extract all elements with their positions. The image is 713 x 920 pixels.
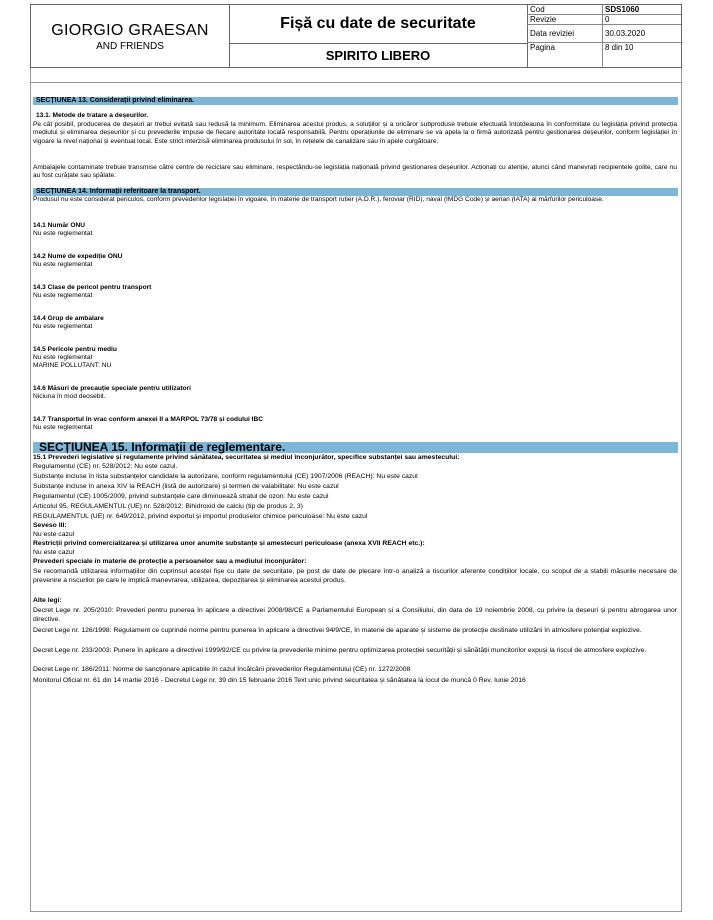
reg-line-5: Articolul 95, REGULAMENTUL (UE) nr. 528/2012: Bihidroxid de calciu (tip de produs 2, 3) <box>33 503 303 510</box>
seveso-text: Nu este cazul <box>33 531 75 538</box>
company-name: GIORGIO GRAESAN <box>51 22 209 39</box>
meta-row-date: Data reviziei 30.03.2020 <box>527 25 681 43</box>
item-14-3-title: 14.3 Clase de pericol pentru transport <box>33 284 152 291</box>
meta-row-code: Cod SDS1060 <box>527 5 681 15</box>
company-block <box>31 5 230 67</box>
item-14-4-title: 14.4 Grup de ambalare <box>33 315 104 322</box>
document-header <box>30 4 682 68</box>
section-14-heading: SECȚIUNEA 14. Informații referitoare la transport. <box>33 188 678 196</box>
item-14-5-title: 14.5 Pericole pentru mediu <box>33 346 117 353</box>
header-divider <box>31 82 681 83</box>
reg-line-1: Regulamentul (CE) nr. 528/2012: Nu este cazul. <box>33 463 178 470</box>
reg-line-2: Substanțe incluse în lista substanțelor candidate la autorizare, conform regulamentului (CE) 1907/2006 (REACH): Nu este cazul <box>33 473 418 480</box>
other-law-4: Decret Lege nr. 186/2011: Norme de sancționare aplicabile în cazul încălcării prevederilor Regulamentului (CE) nr. 1272/2008 <box>33 666 411 673</box>
item-14-2-text: Nu este reglementat <box>33 261 93 268</box>
item-14-2-title: 14.2 Nume de expediție ONU <box>33 253 123 260</box>
document-title: Fișă cu date de securitate <box>229 5 528 44</box>
item-14-1-title: 14.1 Număr ONU <box>33 222 86 229</box>
reg-line-6: REGULAMENTUL (UE) nr. 649/2012, privind exportul și importul produselor chimice periculoase: Nu este cazul <box>33 513 368 520</box>
section-15-heading: SECȚIUNEA 15. Informații de reglementare. <box>33 442 678 453</box>
product-name: SPIRITO LIBERO <box>229 43 528 67</box>
other-law-5: Monitorul Oficial nr. 61 din 14 martie 2016 - Decretul Lege nr. 39 din 15 februarie 2016 Text unic privind securitatea și sănătatea la locul de muncă 0 Rev. Iunie 2016 <box>33 677 526 684</box>
item-14-5-extra: MARINE POLLUTANT: NU <box>33 362 112 369</box>
company-subtitle: AND FRIENDS <box>96 41 164 52</box>
meta-row-page: Pagina 8 din 10 <box>530 43 634 52</box>
restrictions-text: Nu este cazul <box>33 549 75 556</box>
item-14-4-text: Nu este reglementat <box>33 323 93 330</box>
reg-line-4: Regulamentul (CE) 1005/2009, privind substanțele care diminuează stratul de ozon: Nu este cazul <box>33 493 329 500</box>
other-law-1: Decret Lege nr. 205/2010: Prevederi pentru punerea în aplicare a directivei 2008/98/CE a Parlamentului European și a Consiliului, din data de 19 noiembrie 2008, cu privire la deșeuri și pentru abrogarea unor directive. <box>33 607 677 624</box>
section-14-intro: Produsul nu este considerat periculos, conform prevederilor legislației în vigoare, în materie de transport rutier (A.D.R.), feroviar (RID), naval (IMDG Code) și aerian (IATA) al mărfurilor periculoase. <box>33 196 604 203</box>
section-13-paragraph-2: Ambalajele contaminate trebuie transmise către centre de reciclare sau eliminare, respectându-se legislația națională privind gestionarea deșeurilor. Acționați cu atenție, atunci când manevrați recipientele golite, care nu au fost curățate sau spălate. <box>33 164 677 180</box>
item-14-6-text: Niciuna în mod deosebit. <box>33 393 106 400</box>
item-14-3-text: Nu este reglementat <box>33 292 93 299</box>
restrictions-title: Restricții privind comercializarea și utilizarea unor anumite substanțe și amestecuri periculoase (anexa XVII REACH etc.): <box>33 540 425 547</box>
other-law-3: Decret Lege nr. 233/2003: Punere în aplicare a directivei 1999/92/CE cu privire la prevederile minime pentru optimizarea protecției securității și sănătății muncitorilor expuși la riscul de atmosfere explozive. <box>33 647 647 654</box>
meta-row-revision: Revizie 0 <box>527 15 681 25</box>
reg-line-3: Substanțe incluse în anexa XIV la REACH (listă de autorizare) și termen de valabilitate: Nu este cazul <box>33 483 339 490</box>
section-13-1-title: 13.1. Metode de tratare a deșeurilor. <box>36 112 149 119</box>
item-14-6-title: 14.6 Măsuri de precauție speciale pentru utilizatori <box>33 385 191 392</box>
seveso-title: Seveso III: <box>33 522 67 529</box>
item-14-5-text: Nu este reglementat <box>33 354 93 361</box>
item-14-1-text: Nu este reglementat <box>33 230 93 237</box>
section-13-paragraph-1: Pe cât posibil, producerea de deșeuri ar trebui evitată sau redusă la minimum. Eliminarea acestui produs, a soluțiilor și a oricăror subproduse trebuie efectuată întotdeauna în conformitate cu legislația privind protecția mediului și eliminarea deșeurilor și cu prevederile impuse de fiecare autoritate locală responsabilă. Pentru operațiunile de eliminare se va apela la o firmă autorizată pentru gestionarea deșeurilor, conform legislației în vigoare la nivel național și eventual local. Este strict interzisă eliminarea produsului în sol, în rețelele de canalizare sau în apele curgătoare. <box>33 121 677 145</box>
other-law-2: Decret Lege nr. 126/1998: Regulament ce cuprinde norme pentru punerea în aplicare a directivei 94/9/CE, în materie de aparate și sisteme de protecție destinate utilizării în atmosfere potențial explozive. <box>33 627 642 634</box>
section-13-heading: SECȚIUNEA 13. Considerații privind eliminarea. <box>33 97 678 105</box>
other-laws-title: Alte legi: <box>33 597 62 604</box>
protection-title: Prevederi speciale în materie de protecție a persoanelor sau a mediului înconjurător: <box>33 558 307 565</box>
item-14-7-text: Nu este reglementat <box>33 424 93 431</box>
item-14-7-title: 14.7 Transportul în vrac conform anexei II a MARPOL 73/78 și codului IBC <box>33 416 263 423</box>
protection-text: Se recomandă utilizarea informațiilor din cuprinsul acestei fișe cu date de securitate, pe post de date de plecare într-o analiză a riscurilor aferente condițiilor locale, cu scopul de a stabili măsurile necesare de prevenire a riscurilor pe care le implică manevrarea, utilizarea, depozitarea și eliminarea acestui produs. <box>33 568 677 585</box>
section-15-1-title: 15.1 Prevederi legislative și regulamente privind sănătatea, securitatea și mediul înconjurător, specifice substanței sau amestecului: <box>33 454 460 461</box>
